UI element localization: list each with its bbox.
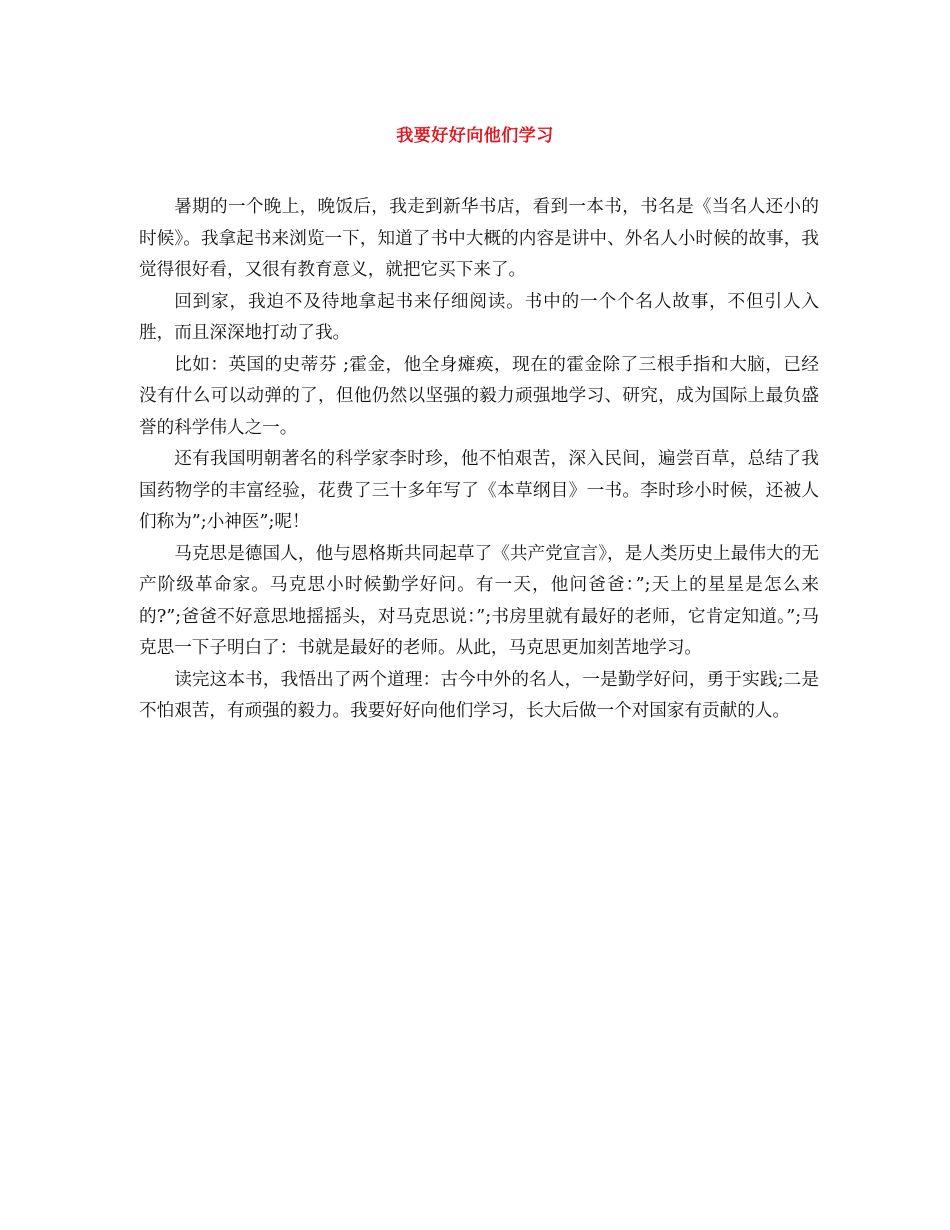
paragraph-3: 比如：英国的史蒂芬 ;霍金，他全身瘫痪，现在的霍金除了三根手指和大脑，已经没有什么可以动弹的了，但他仍然以坚强的毅力顽强地学习、研究，成为国际上最负盛誉的科学伟人之一。 xyxy=(139,354,819,438)
paragraph-2: 回到家，我迫不及待地拿起书来仔细阅读。书中的一个个名人故事，不但引人入胜，而且深深地打动了我。 xyxy=(139,291,819,343)
paragraph-6: 读完这本书，我悟出了两个道理：古今中外的名人，一是勤学好问，勇于实践;二是不怕艰苦，有顽强的毅力。我要好好向他们学习，长大后做一个对国家有贡献的人。 xyxy=(139,669,819,721)
paragraph-1: 暑期的一个晚上，晚饭后，我走到新华书店，看到一本书，书名是《当名人还小的时候》。我拿起书来浏览一下，知道了书中大概的内容是讲中、外名人小时候的故事，我觉得很好看，又很有教育意义，就把它买下来了。 xyxy=(139,197,819,280)
paragraph-5: 马克思是德国人，他与恩格斯共同起草了《共产党宣言》，是人类历史上最伟大的无产阶级革命家。马克思小时候勤学好问。有一天，他问爸爸：”;天上的星星是怎么来的?”;爸爸不好意思地摇摇头，对马克思说：”;书房里就有最好的老师，它肯定知道。”;马克思一下子明白了：书就是最好的老师。从此，马克思更加刻苦地学习。 xyxy=(139,543,819,658)
document-title: 我要好好向他们学习 xyxy=(396,126,554,146)
document-body xyxy=(139,192,819,728)
paragraph-4: 还有我国明朝著名的科学家李时珍，他不怕艰苦，深入民间，遍尝百草，总结了我国药物学的丰富经验，花费了三十多年写了《本草纲目》一书。李时珍小时候，还被人们称为”;小神医”;呢！ xyxy=(139,449,819,532)
